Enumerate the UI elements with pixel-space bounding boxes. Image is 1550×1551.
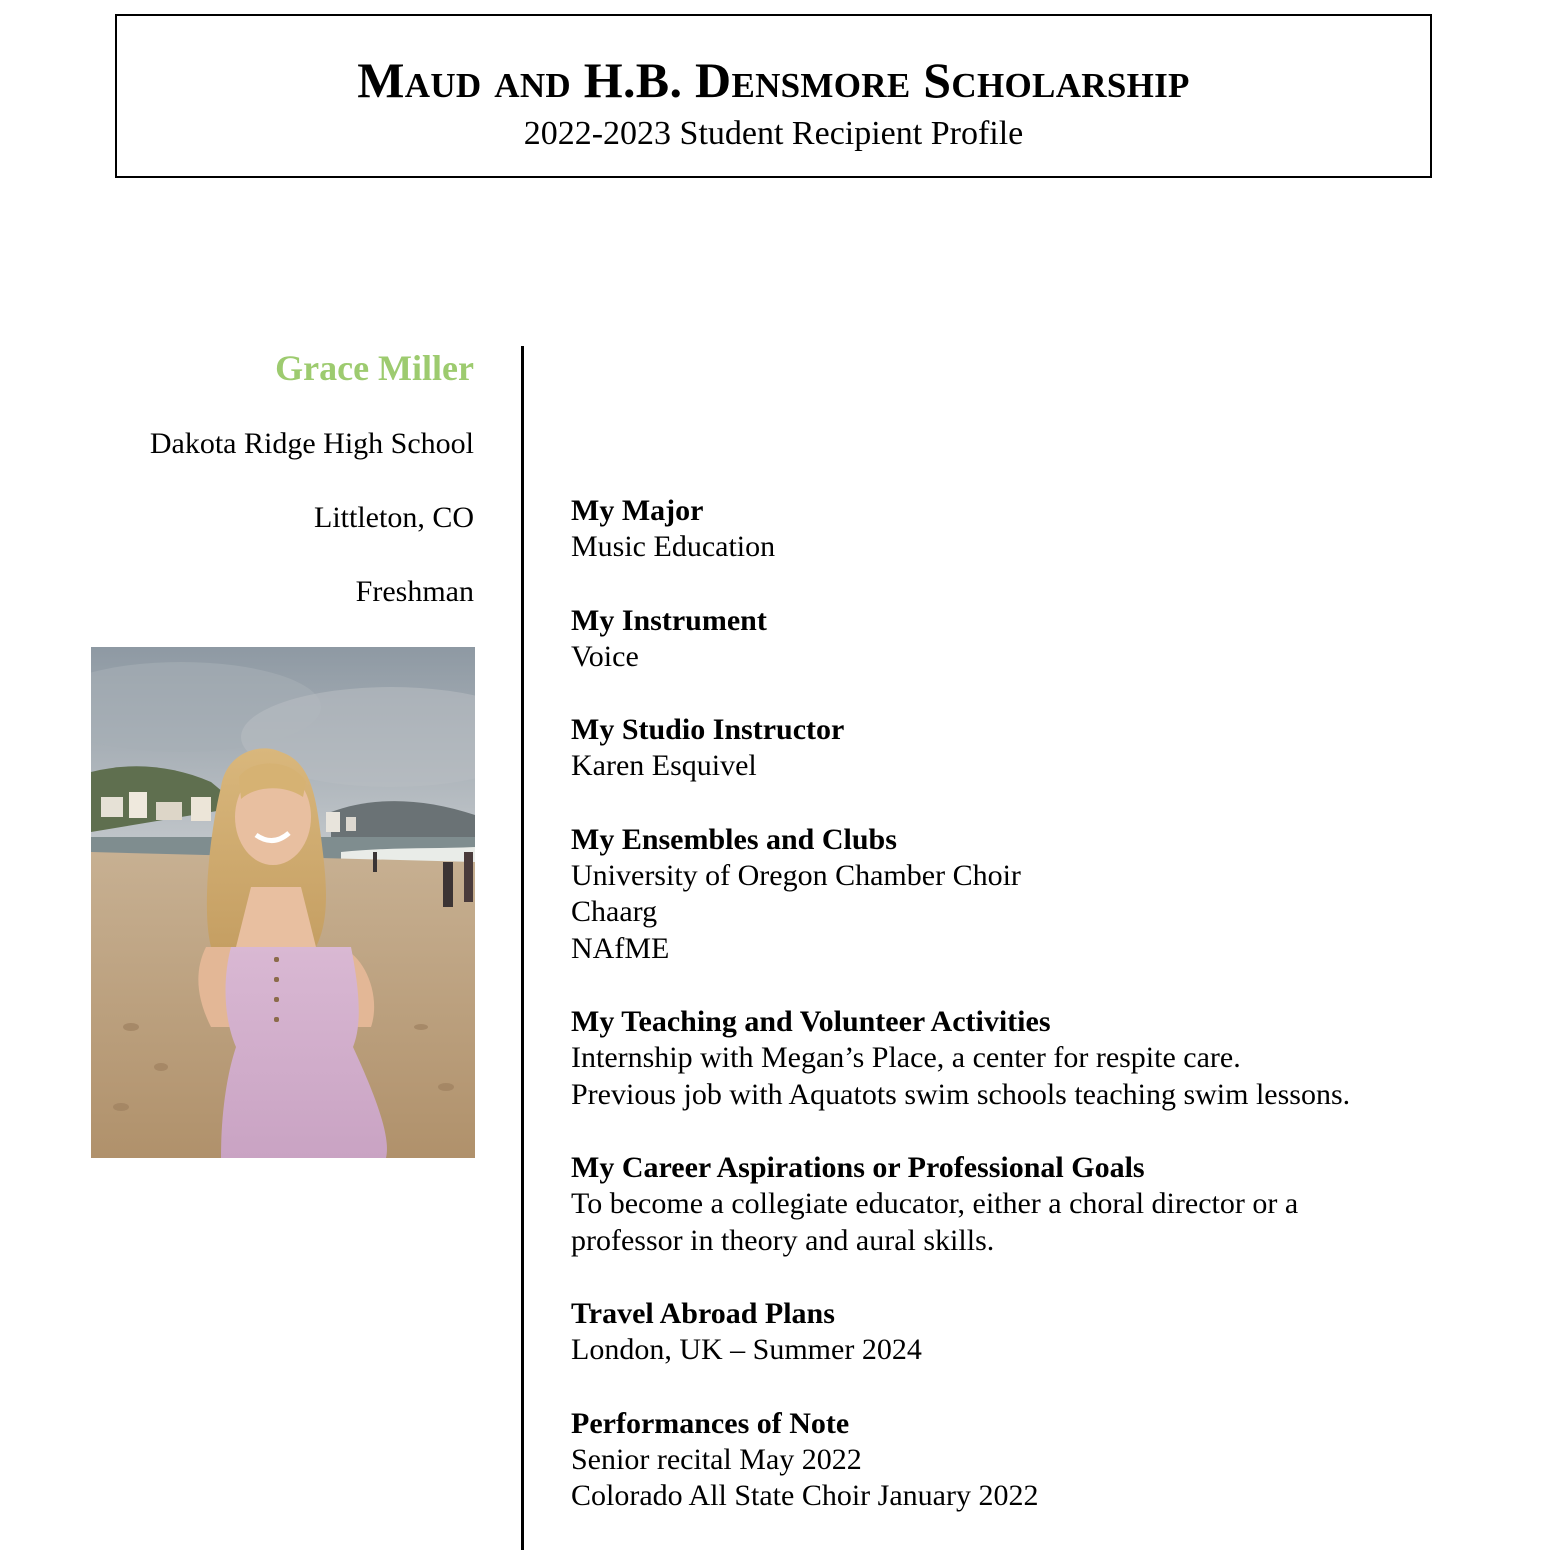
- section-text: NAfME: [571, 931, 670, 965]
- section-heading: My Studio Instructor: [571, 713, 845, 746]
- student-name: Grace Miller: [275, 348, 474, 388]
- section-heading: My Teaching and Volunteer Activities: [571, 1005, 1051, 1038]
- section-heading: Travel Abroad Plans: [571, 1297, 835, 1330]
- student-school: Dakota Ridge High School: [149, 427, 474, 460]
- profile-section: [571, 711, 1521, 785]
- section-heading: My Instrument: [571, 603, 767, 637]
- profile-section: [571, 602, 1521, 676]
- section-text: Voice: [571, 639, 639, 673]
- section-text: Chaarg: [571, 895, 658, 928]
- section-heading: My Career Aspirations or Professional Goals: [571, 1151, 1145, 1184]
- section-text: Music Education: [571, 530, 776, 563]
- section-heading: Performances of Note: [571, 1406, 850, 1440]
- profile-section: [571, 1295, 1521, 1369]
- section-text: Previous job with Aquatots swim schools teaching swim lessons.: [571, 1077, 1351, 1111]
- scholarship-title: Maud and H.B. Densmore Scholarship: [357, 52, 1190, 108]
- section-text: Internship with Megan’s Place, a center for respite care.: [571, 1041, 1241, 1074]
- profile-section: [571, 1149, 1521, 1259]
- section-text: University of Oregon Chamber Choir: [571, 858, 1021, 892]
- profile-details: [571, 492, 1521, 1551]
- section-heading: My Ensembles and Clubs: [571, 822, 897, 856]
- section-text: Colorado All State Choir January 2022: [571, 1479, 1039, 1512]
- section-text: Senior recital May 2022: [571, 1442, 862, 1476]
- profile-section: [571, 821, 1521, 968]
- section-text: To become a collegiate educator, either a choral director or a: [571, 1187, 1299, 1220]
- student-year: Freshman: [355, 575, 474, 608]
- profile-section: [571, 1405, 1521, 1515]
- column-divider: [521, 346, 524, 1550]
- header-box: [115, 14, 1432, 178]
- section-text: London, UK – Summer 2024: [571, 1333, 922, 1366]
- profile-section: [571, 1003, 1521, 1113]
- section-text: Karen Esquivel: [571, 749, 757, 782]
- profile-section: [571, 492, 1521, 566]
- section-heading: My Major: [571, 494, 704, 527]
- section-text: professor in theory and aural skills.: [571, 1223, 995, 1257]
- student-photo: [91, 647, 475, 1158]
- student-photo-illustration: [91, 647, 475, 1158]
- student-location: Littleton, CO: [314, 501, 474, 534]
- profile-subtitle: 2022-2023 Student Recipient Profile: [523, 115, 1024, 152]
